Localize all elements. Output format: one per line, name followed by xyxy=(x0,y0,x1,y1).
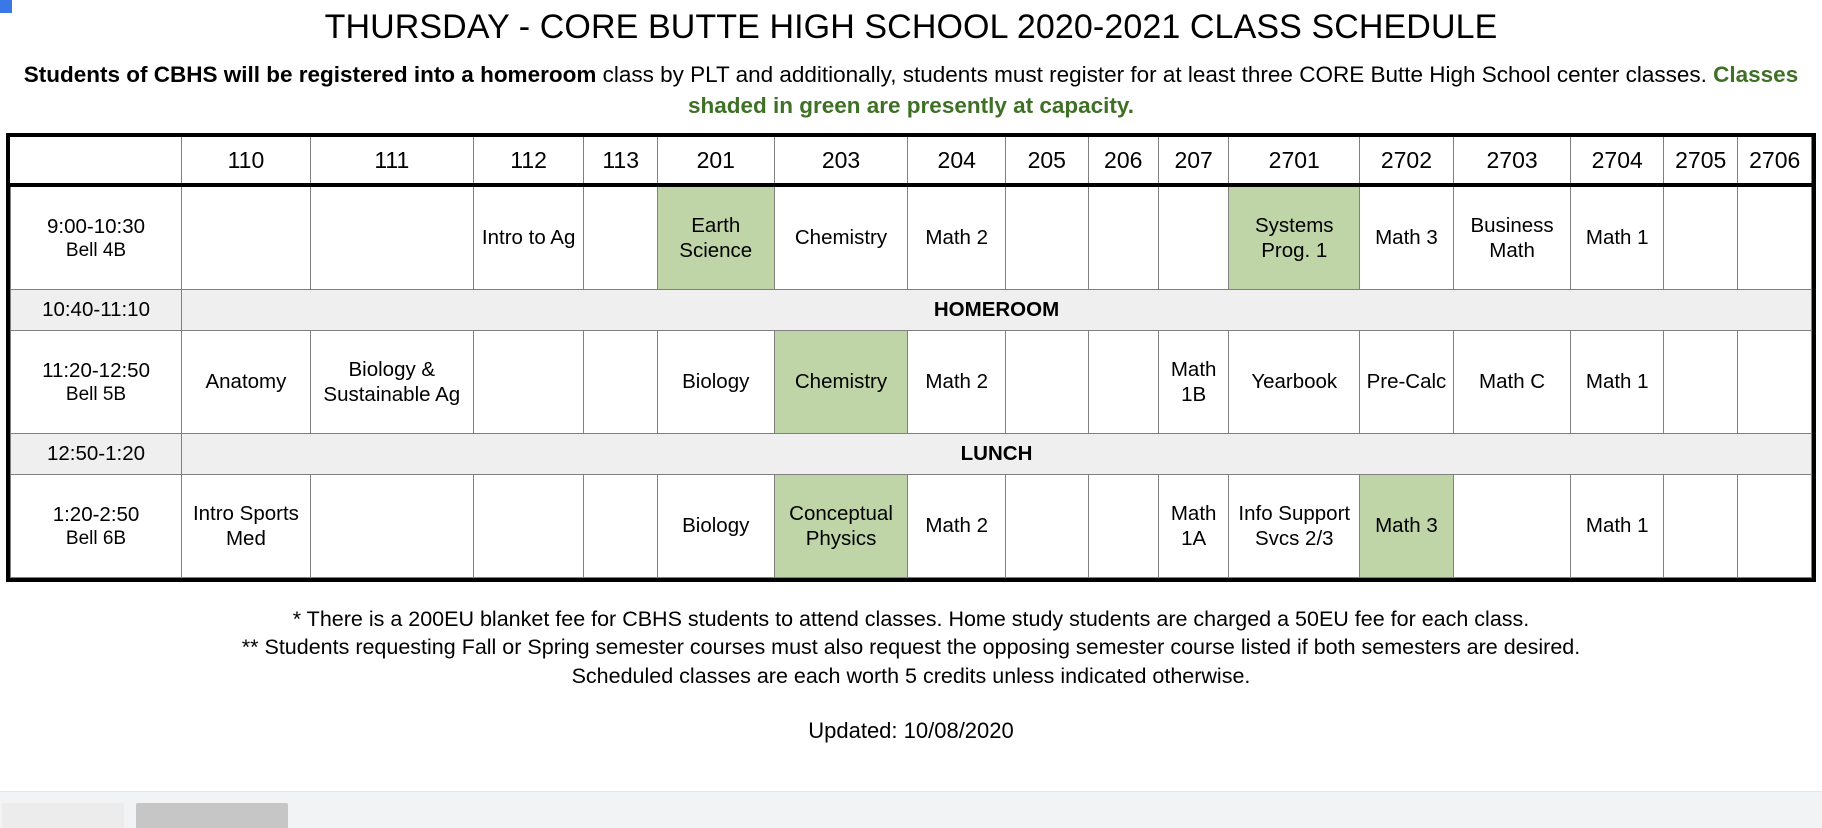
sheet-tab-active[interactable] xyxy=(136,803,288,828)
class-cell-2704[interactable]: Math 1 xyxy=(1571,185,1664,290)
empty-cell-113[interactable] xyxy=(584,474,657,577)
period-bell: Bell 5B xyxy=(65,383,127,405)
subtitle-capacity-note: Classes shaded in green are presently at capacity. xyxy=(687,61,1799,118)
class-cell-112[interactable]: Intro to Ag xyxy=(473,185,584,290)
empty-cell-2705[interactable] xyxy=(1664,474,1738,577)
table-corner-cell xyxy=(11,137,182,185)
break-row xyxy=(11,289,1812,330)
sheet-tab[interactable] xyxy=(2,803,124,828)
empty-cell-113[interactable] xyxy=(584,330,657,433)
class-cell-204[interactable]: Math 2 xyxy=(908,474,1006,577)
empty-cell-111[interactable] xyxy=(310,185,473,290)
room-header-2701: 2701 xyxy=(1229,137,1360,185)
room-header-110: 110 xyxy=(182,137,311,185)
subtitle-normal-text: class by PLT and additionally, students must register for at least three CORE Butte High School center classes. xyxy=(596,61,1714,87)
class-cell-2701[interactable]: Systems Prog. 1 xyxy=(1229,185,1360,290)
empty-cell-2705[interactable] xyxy=(1664,330,1738,433)
footnotes-block xyxy=(0,605,1822,690)
room-header-112: 112 xyxy=(473,137,584,185)
room-header-2705: 2705 xyxy=(1664,137,1738,185)
period-row xyxy=(11,474,1812,577)
class-cell-111[interactable]: Biology & Sustainable Ag xyxy=(310,330,473,433)
empty-cell-2706[interactable] xyxy=(1738,185,1812,290)
break-time-label: 10:40-11:10 xyxy=(11,289,182,330)
class-cell-203[interactable]: Chemistry xyxy=(774,185,908,290)
table-header xyxy=(11,137,1812,185)
room-header-201: 201 xyxy=(657,137,774,185)
period-time: 9:00-10:30 xyxy=(47,214,146,238)
empty-cell-205[interactable] xyxy=(1006,185,1089,290)
period-bell: Bell 4B xyxy=(65,239,127,261)
class-cell-110[interactable]: Anatomy xyxy=(182,330,311,433)
class-cell-2702[interactable]: Math 3 xyxy=(1360,185,1454,290)
empty-cell-2705[interactable] xyxy=(1664,185,1738,290)
schedule-table xyxy=(10,137,1812,578)
page-title: THURSDAY - CORE BUTTE HIGH SCHOOL 2020-2021 CLASS SCHEDULE xyxy=(324,8,1498,46)
class-cell-201[interactable]: Earth Science xyxy=(657,185,774,290)
break-name-label: HOMEROOM xyxy=(182,289,1812,330)
table-body xyxy=(11,185,1812,578)
empty-cell-2703[interactable] xyxy=(1453,474,1571,577)
period-time: 1:20-2:50 xyxy=(52,502,140,526)
room-header-111: 111 xyxy=(310,137,473,185)
empty-cell-2706[interactable] xyxy=(1738,330,1812,433)
room-header-207: 207 xyxy=(1158,137,1228,185)
empty-cell-207[interactable] xyxy=(1158,185,1228,290)
room-header-2703: 2703 xyxy=(1453,137,1571,185)
period-bell: Bell 6B xyxy=(65,527,127,549)
empty-cell-206[interactable] xyxy=(1088,330,1158,433)
empty-cell-111[interactable] xyxy=(310,474,473,577)
room-header-205: 205 xyxy=(1006,137,1089,185)
empty-cell-113[interactable] xyxy=(584,185,657,290)
room-header-row xyxy=(11,137,1812,185)
empty-cell-2706[interactable] xyxy=(1738,474,1812,577)
break-name-label: LUNCH xyxy=(182,433,1812,474)
room-header-2704: 2704 xyxy=(1571,137,1664,185)
class-cell-203[interactable]: Chemistry xyxy=(774,330,908,433)
empty-cell-205[interactable] xyxy=(1006,330,1089,433)
room-header-2706: 2706 xyxy=(1738,137,1812,185)
period-time-label xyxy=(11,330,182,433)
class-cell-2704[interactable]: Math 1 xyxy=(1571,474,1664,577)
period-row xyxy=(11,185,1812,290)
class-cell-203[interactable]: Conceptual Physics xyxy=(774,474,908,577)
empty-cell-205[interactable] xyxy=(1006,474,1089,577)
footnote-item: Scheduled classes are each worth 5 credits unless indicated otherwise. xyxy=(571,663,1251,688)
page-subtitle xyxy=(0,59,1822,121)
empty-cell-112[interactable] xyxy=(473,474,584,577)
class-cell-201[interactable]: Biology xyxy=(657,330,774,433)
class-cell-204[interactable]: Math 2 xyxy=(908,330,1006,433)
room-header-113: 113 xyxy=(584,137,657,185)
room-header-206: 206 xyxy=(1088,137,1158,185)
room-header-2702: 2702 xyxy=(1360,137,1454,185)
period-time-label xyxy=(11,474,182,577)
updated-date: Updated: 10/08/2020 xyxy=(808,717,1014,743)
break-time-label: 12:50-1:20 xyxy=(11,433,182,474)
subtitle-bold-text: Students of CBHS will be registered into a homeroom xyxy=(23,61,597,87)
room-header-203: 203 xyxy=(774,137,908,185)
empty-cell-112[interactable] xyxy=(473,330,584,433)
period-time-label xyxy=(11,185,182,290)
period-row xyxy=(11,330,1812,433)
break-row xyxy=(11,433,1812,474)
class-cell-110[interactable]: Intro Sports Med xyxy=(182,474,311,577)
class-cell-2702[interactable]: Math 3 xyxy=(1360,474,1454,577)
class-cell-2701[interactable]: Yearbook xyxy=(1229,330,1360,433)
footnote-item: ** Students requesting Fall or Spring semester courses must also request the opposing semester course listed if both semesters are desired. xyxy=(241,635,1581,660)
class-cell-2704[interactable]: Math 1 xyxy=(1571,330,1664,433)
sheet-tab-bar xyxy=(0,791,1822,828)
period-time: 11:20-12:50 xyxy=(42,358,150,382)
selection-marker-icon xyxy=(0,0,12,13)
class-cell-2703[interactable]: Business Math xyxy=(1453,185,1571,290)
class-cell-207[interactable]: Math 1A xyxy=(1158,474,1228,577)
class-cell-204[interactable]: Math 2 xyxy=(908,185,1006,290)
class-cell-201[interactable]: Biology xyxy=(657,474,774,577)
class-cell-2703[interactable]: Math C xyxy=(1453,330,1571,433)
class-cell-2701[interactable]: Info Support Svcs 2/3 xyxy=(1229,474,1360,577)
room-header-204: 204 xyxy=(908,137,1006,185)
footnote-item: * There is a 200EU blanket fee for CBHS students to attend classes. Home study students are charged a 50EU fee for each class. xyxy=(292,606,1530,631)
class-cell-207[interactable]: Math 1B xyxy=(1158,330,1228,433)
empty-cell-110[interactable] xyxy=(182,185,311,290)
empty-cell-206[interactable] xyxy=(1088,185,1158,290)
empty-cell-206[interactable] xyxy=(1088,474,1158,577)
class-cell-2702[interactable]: Pre-Calc xyxy=(1360,330,1454,433)
schedule-table-container xyxy=(6,133,1816,582)
